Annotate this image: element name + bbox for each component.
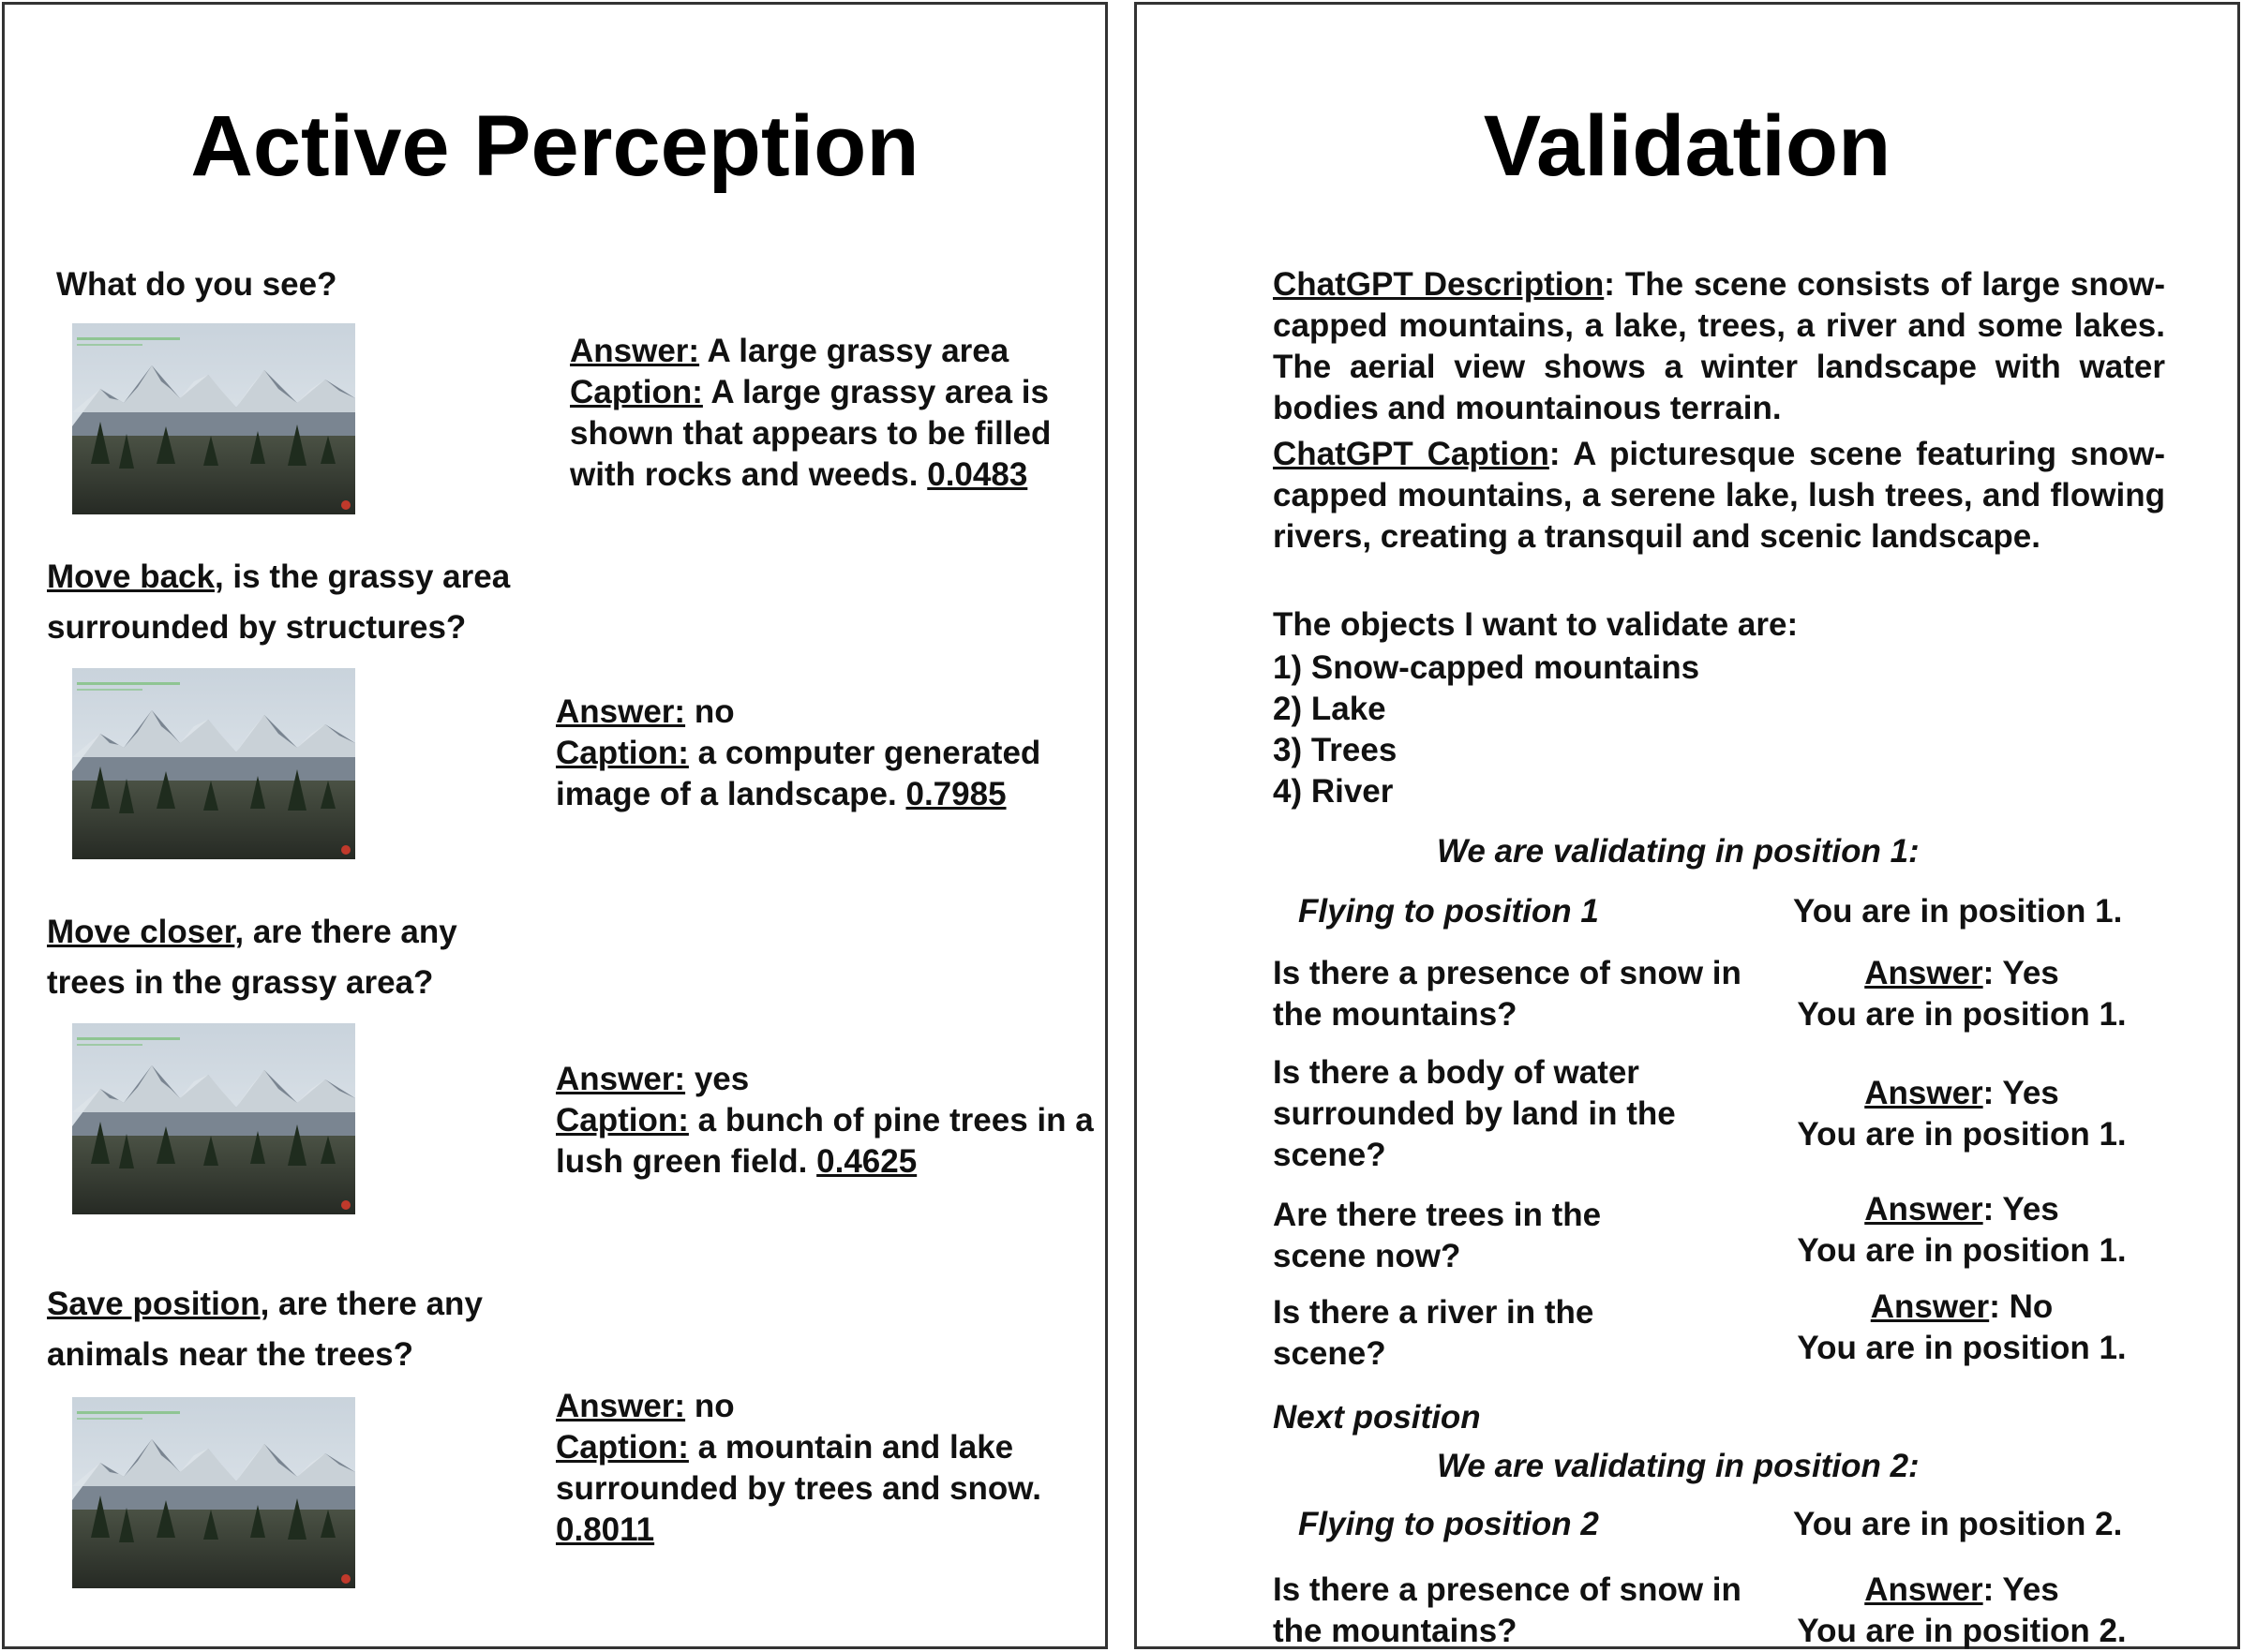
answer-label: Answer bbox=[1864, 1075, 1983, 1111]
answer-label: Answer: bbox=[556, 693, 686, 730]
description-label: ChatGPT Description bbox=[1273, 266, 1605, 303]
answer-text: Yes bbox=[2002, 1075, 2059, 1111]
answer-text: Yes bbox=[2002, 1191, 2059, 1228]
scene-thumbnail bbox=[72, 1397, 355, 1588]
answer-text: No bbox=[2009, 1288, 2054, 1325]
position-status: You are in position 1. bbox=[1793, 893, 2123, 930]
scene-thumbnail bbox=[72, 323, 355, 514]
caption-text: a computer generated image of a landscape. bbox=[556, 735, 1041, 812]
validation-result: Answer: No You are in position 1. bbox=[1797, 1288, 2127, 1366]
position-status: You are in position 1. bbox=[1797, 1232, 2127, 1269]
answer-text: Yes bbox=[2002, 955, 2059, 991]
answer-text: yes bbox=[694, 1061, 750, 1097]
answer-block bbox=[570, 331, 1095, 496]
caption-text: a bunch of pine trees in a lush green field. bbox=[556, 1102, 1094, 1180]
flying-status: Flying to position 2 bbox=[1298, 1506, 1599, 1542]
answer-label: Answer bbox=[1864, 1191, 1983, 1228]
answer-text: Yes bbox=[2002, 1571, 2059, 1608]
position-header: We are validating in position 2: bbox=[1437, 1448, 1920, 1484]
list-item: 4) River bbox=[1273, 773, 1394, 810]
similarity-score: 0.4625 bbox=[816, 1143, 918, 1180]
answer-block bbox=[556, 1059, 1104, 1183]
answer-text: no bbox=[694, 693, 735, 730]
validation-result: Answer: Yes You are in position 1. bbox=[1797, 1191, 2127, 1269]
flying-status: Flying to position 1 bbox=[1298, 893, 1599, 930]
position-status: You are in position 1. bbox=[1797, 996, 2127, 1033]
validation-question: Is there a body of water surrounded by land in the scene? bbox=[1273, 1054, 1676, 1173]
position-status: You are in position 2. bbox=[1797, 1613, 2127, 1649]
position-status: You are in position 1. bbox=[1797, 1116, 2127, 1153]
validation-result: Answer: Yes You are in position 1. bbox=[1797, 1075, 2127, 1153]
answer-label: Answer: bbox=[556, 1388, 686, 1424]
answer-label: Answer bbox=[1864, 1571, 1983, 1608]
question-text: What do you see? bbox=[56, 266, 337, 303]
validation-question: Is there a river in the scene? bbox=[1273, 1294, 1594, 1372]
similarity-score: 0.0483 bbox=[927, 456, 1028, 493]
validation-question: Are there trees in the scene now? bbox=[1273, 1197, 1602, 1274]
similarity-score: 0.8011 bbox=[556, 1511, 655, 1548]
action-label: Move closer bbox=[47, 914, 235, 950]
validation-question: Is there a presence of snow in the mountains? bbox=[1273, 955, 1741, 1033]
list-item: 2) Lake bbox=[1273, 691, 1386, 727]
answer-text: A large grassy area bbox=[707, 333, 1009, 369]
question-text: Move back, is the grassy area surrounded by structures? bbox=[47, 558, 511, 646]
caption-label: Caption: bbox=[556, 735, 689, 771]
panel-title: Active Perception bbox=[190, 98, 919, 194]
scene-thumbnail bbox=[72, 1023, 355, 1214]
caption-text: A large grassy area is shown that appears to be filled with rocks and weeds. bbox=[570, 374, 1052, 493]
list-item: 3) Trees bbox=[1273, 732, 1398, 768]
answer-block bbox=[556, 692, 1090, 815]
next-position-label: Next position bbox=[1273, 1399, 1481, 1436]
answer-block bbox=[556, 1386, 1081, 1551]
position-status: You are in position 2. bbox=[1793, 1506, 2123, 1542]
list-item: 1) Snow-capped mountains bbox=[1273, 649, 1700, 686]
answer-label: Answer: bbox=[556, 1061, 686, 1097]
answer-label: Answer bbox=[1864, 955, 1983, 991]
panel-title: Validation bbox=[1483, 98, 1891, 194]
caption-label: Caption: bbox=[556, 1429, 689, 1466]
active-perception-panel bbox=[2, 2, 1108, 1649]
validation-question: Is there a presence of snow in the mountains? bbox=[1273, 1571, 1741, 1649]
caption-label: Caption: bbox=[556, 1102, 689, 1139]
objects-intro: The objects I want to validate are: bbox=[1273, 606, 1799, 643]
action-label: Save position bbox=[47, 1286, 261, 1322]
action-label: Move back bbox=[47, 558, 215, 595]
answer-label: Answer bbox=[1870, 1288, 1990, 1325]
caption-label: ChatGPT Caption bbox=[1273, 436, 1549, 472]
question-text: Save position, are there any animals near the trees? bbox=[47, 1286, 483, 1373]
validation-result: Answer: Yes You are in position 1. bbox=[1797, 955, 2127, 1033]
position-header: We are validating in position 1: bbox=[1437, 833, 1920, 870]
answer-text: no bbox=[694, 1388, 735, 1424]
objects-list bbox=[1273, 647, 1699, 812]
question-text: Move closer, are there any trees in the grassy area? bbox=[47, 914, 457, 1001]
caption-label: Caption: bbox=[570, 374, 703, 410]
answer-label: Answer: bbox=[570, 333, 700, 369]
position-status: You are in position 1. bbox=[1797, 1330, 2127, 1366]
scene-thumbnail bbox=[72, 668, 355, 859]
validation-result: Answer: Yes You are in position 2. bbox=[1797, 1571, 2127, 1649]
caption-text: a mountain and lake surrounded by trees and snow. bbox=[556, 1429, 1041, 1507]
chatgpt-description: ChatGPT Description: The scene consists of large snow-capped mountains, a lake, trees, a river and some lakes. The aerial view shows a winter landscape with water bodies and mountainous terrain. bbox=[1273, 266, 2165, 426]
similarity-score: 0.7985 bbox=[905, 776, 1007, 812]
chatgpt-caption: ChatGPT Caption: A picturesque scene featuring snow-capped mountains, a serene lake, lush trees, and flowing rivers, creating a transquil and scenic landscape. bbox=[1273, 436, 2165, 555]
validation-panel bbox=[1134, 2, 2240, 1649]
